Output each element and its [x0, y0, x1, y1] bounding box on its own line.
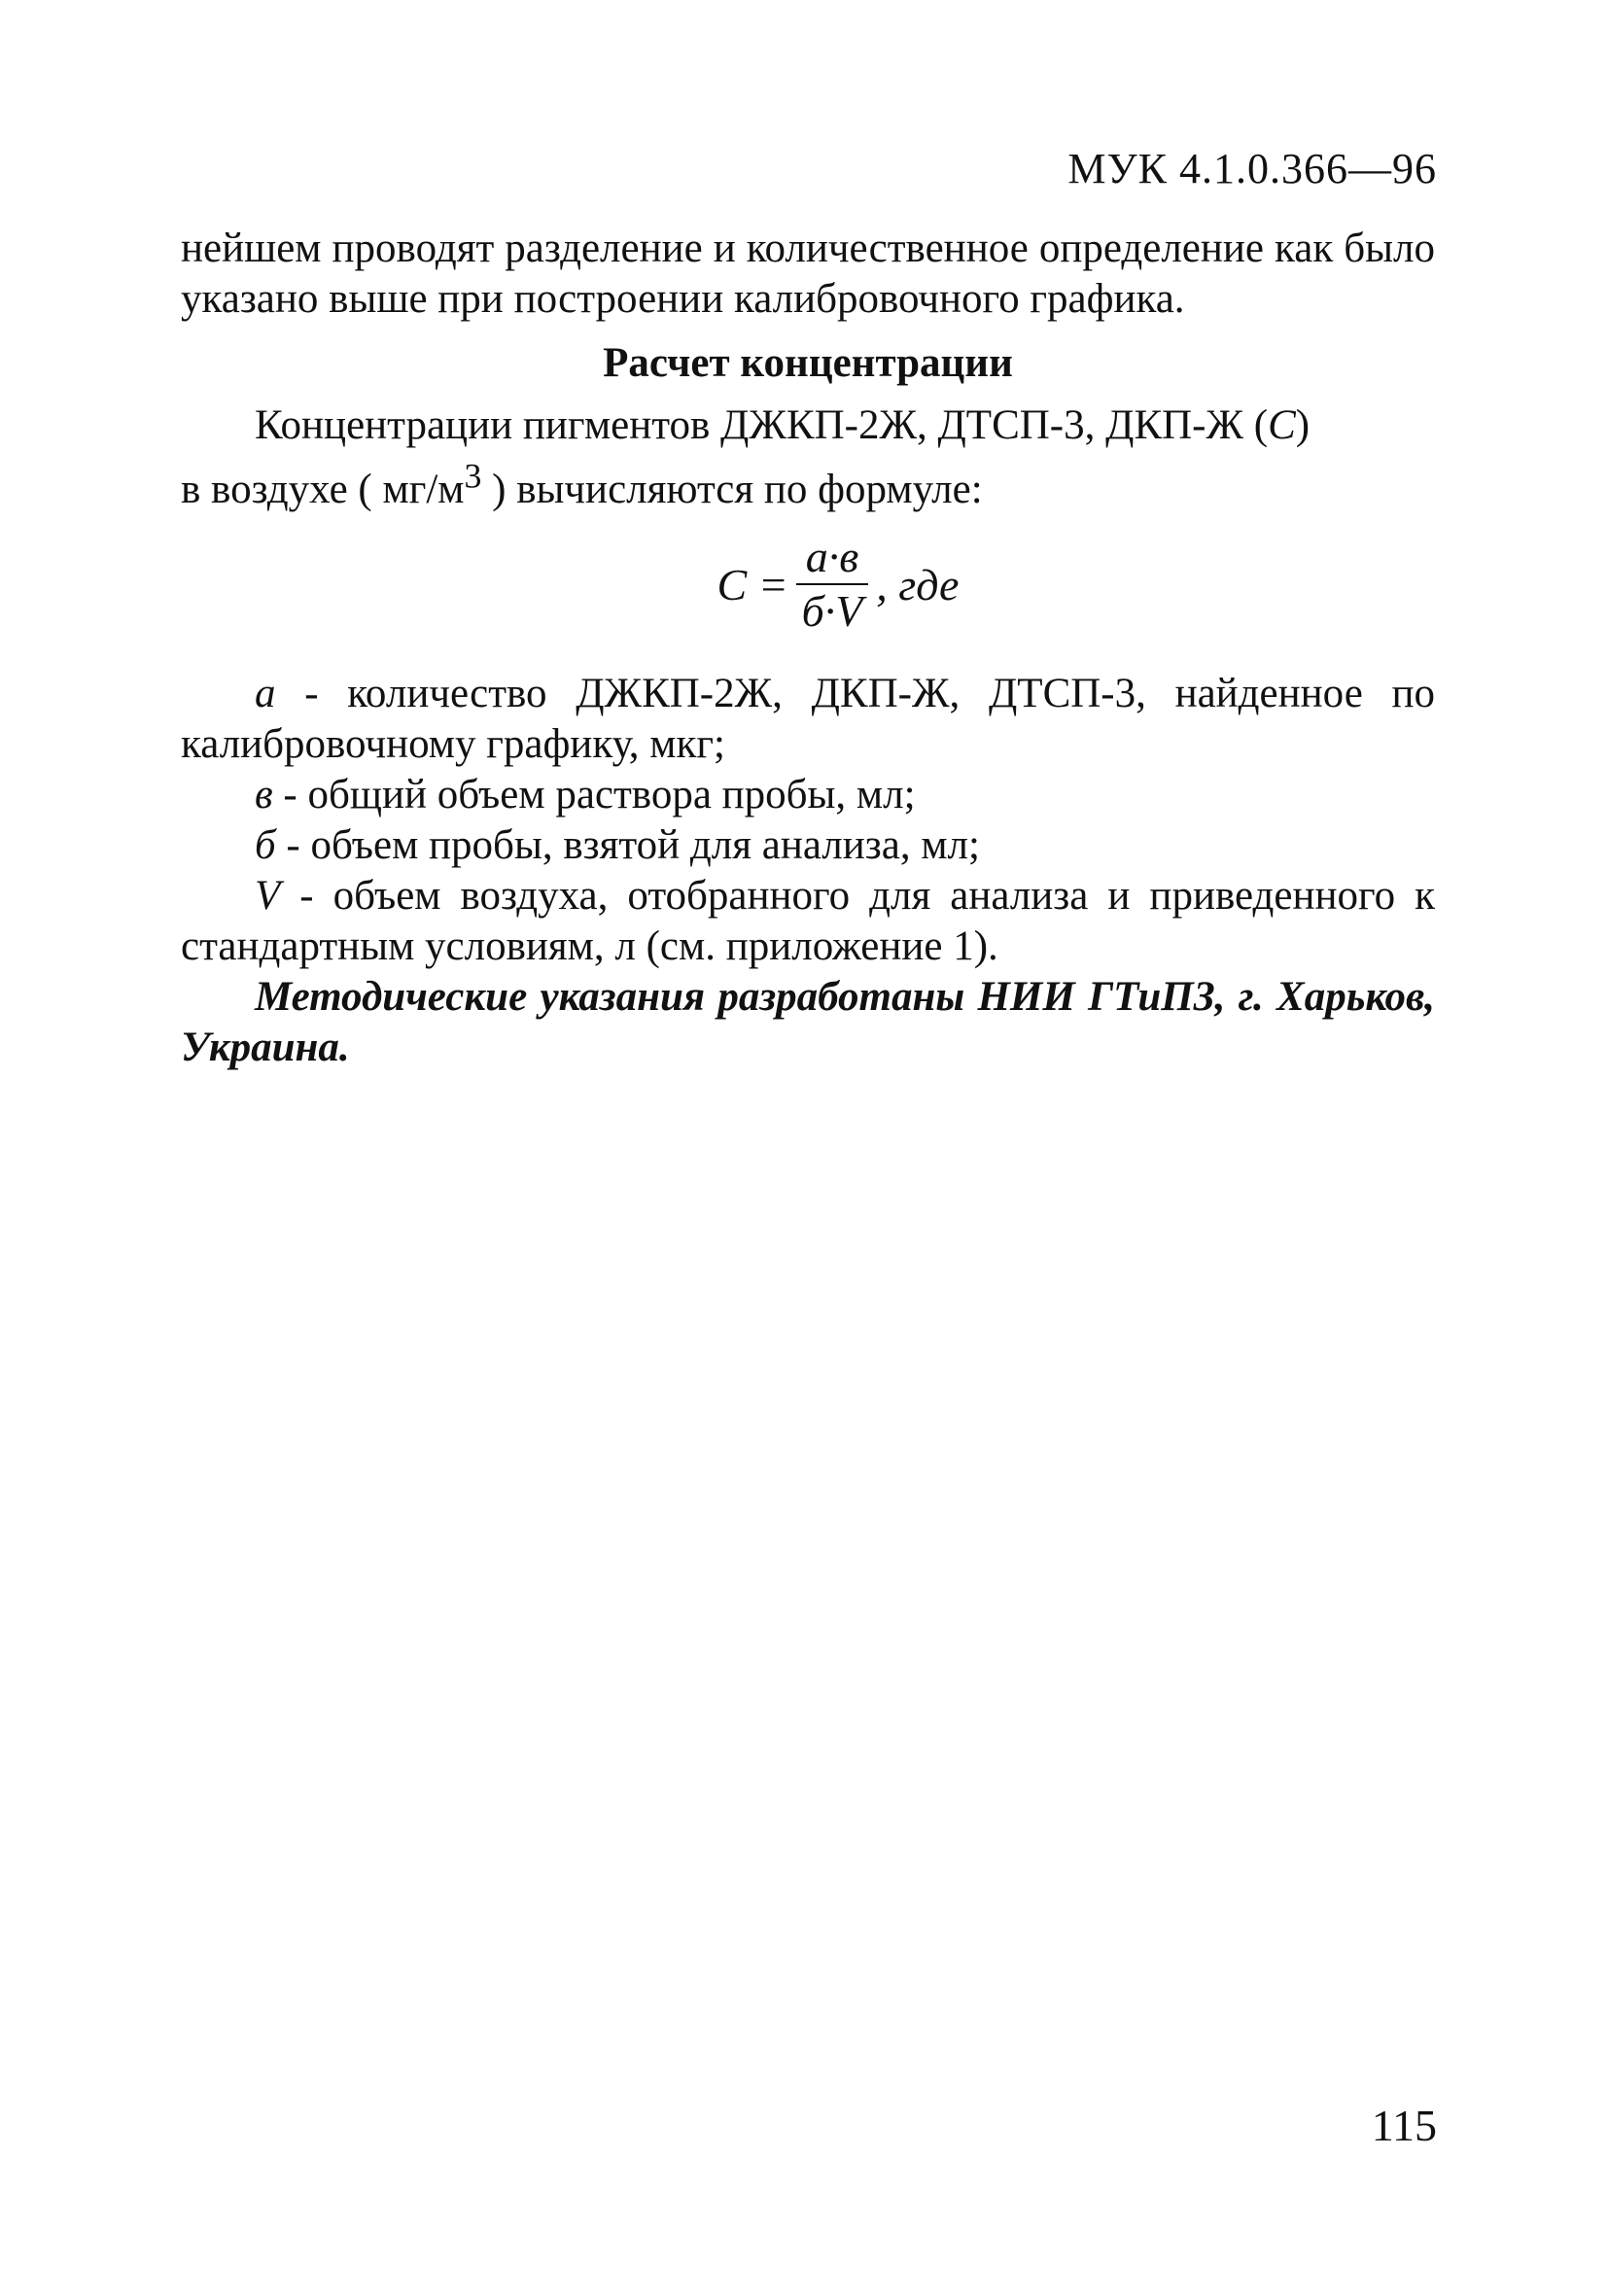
formula — [717, 533, 960, 636]
definition-item — [181, 770, 1435, 820]
intro-units: в воздухе ( мг/м — [181, 467, 465, 513]
definition-item — [181, 871, 1435, 972]
section-heading: Расчет концентрации — [603, 340, 1013, 386]
intro-superscript: 3 — [464, 457, 482, 496]
definitions-list — [181, 669, 1435, 972]
definition-text: - количество ДЖКП-2Ж, ДКП-Ж, ДТСП-3, найденное по калибровочному графику, мкг; — [181, 671, 1435, 767]
formula-block — [0, 533, 1608, 636]
intro-line-2 — [181, 457, 983, 513]
definition-item — [181, 669, 1435, 770]
definition-text: - объем воздуха, отобранного для анализа и приведенного к стандартным условиям, л (см. приложение 1). — [181, 873, 1435, 969]
definition-symbol: V — [255, 873, 281, 919]
definition-symbol: в — [255, 772, 273, 818]
formula-fraction — [796, 533, 868, 636]
intro-text-end: ) — [1295, 402, 1311, 448]
intro-units-end: ) вычисляются по формуле: — [481, 467, 983, 513]
definition-text: - объем пробы, взятой для анализа, мл; — [275, 822, 980, 868]
continuation-paragraph: нейшем проводят разделение и количественное определение как было указано выше при построении калибровочного графика. — [181, 226, 1435, 322]
document-code: МУК 4.1.0.366—96 — [1067, 145, 1437, 192]
definition-symbol: а — [255, 671, 276, 716]
formula-lhs: С = — [717, 559, 788, 609]
definition-text: - общий объем раствора пробы, мл; — [272, 772, 916, 818]
formula-suffix: , где — [876, 559, 960, 609]
authorship-text: Методические указания разработаны НИИ ГТиПЗ, г. Харьков, Украина. — [181, 974, 1435, 1070]
intro-symbol: С — [1268, 402, 1296, 448]
intro-line-1 — [181, 400, 1435, 451]
intro-paragraph — [181, 400, 1435, 515]
authorship-note — [181, 972, 1435, 1073]
formula-numerator: а·в — [796, 533, 868, 585]
definition-item — [181, 820, 1435, 871]
intro-text: Концентрации пигментов ДЖКП-2Ж, ДТСП-3, ДКП-Ж ( — [255, 402, 1269, 448]
definition-symbol: б — [255, 822, 276, 868]
formula-denominator: б·V — [801, 586, 863, 636]
page-number: 115 — [1371, 2101, 1437, 2150]
